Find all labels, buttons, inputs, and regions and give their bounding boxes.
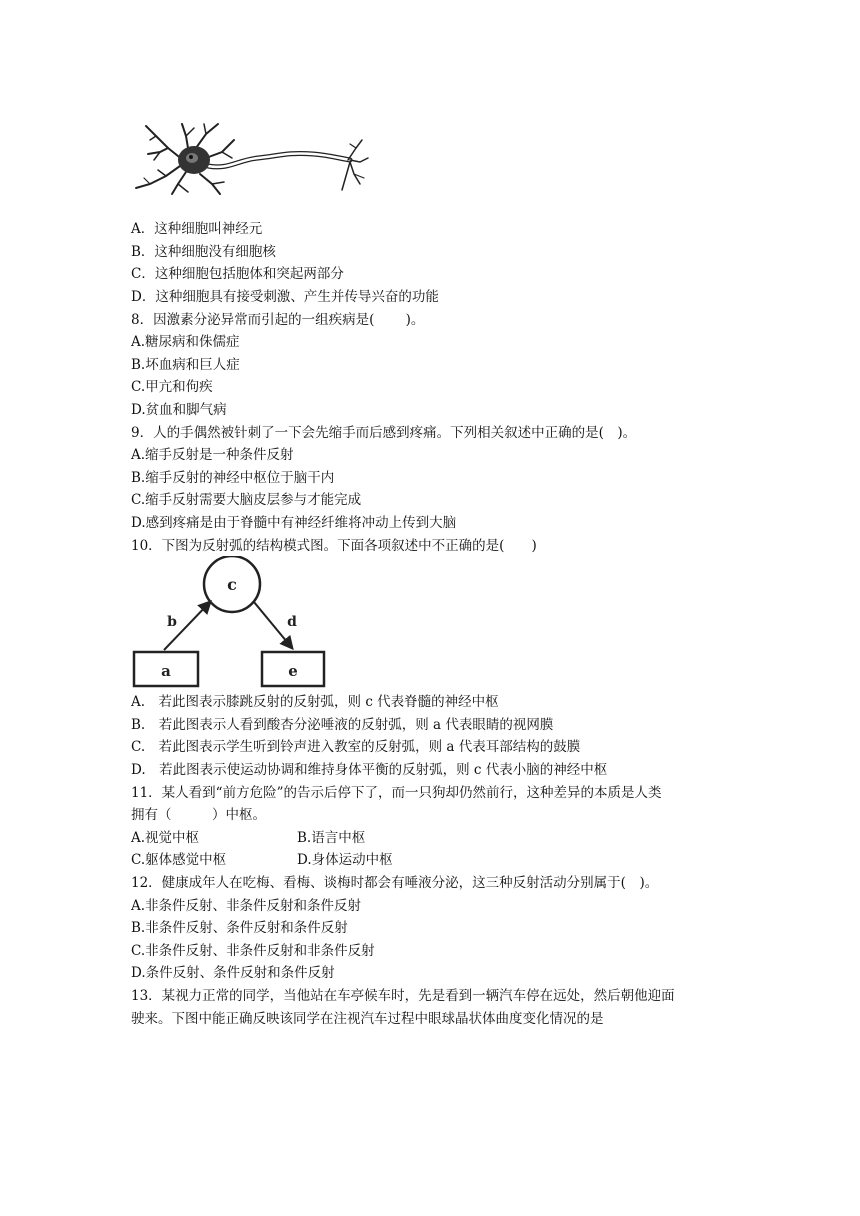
q13-stem-line2: 驶来。下图中能正确反映该同学在注视汽车过程中眼球晶状体曲度变化情况的是	[131, 1011, 604, 1027]
right-arrow-label: d	[287, 614, 297, 630]
q12-stem: 12．健康成年人在吃梅、看梅、谈梅时都会有唾液分泌，这三种反射活动分别属于( )。	[131, 875, 659, 891]
q9-option-c: C.缩手反射需要大脑皮层参与才能完成	[131, 492, 362, 508]
q13-stem-line1: 13．某视力正常的同学，当他站在车亭候车时，先是看到一辆汽车停在远处，然后朝他迎面	[131, 988, 675, 1004]
q9-option-d: D.感到疼痛是由于脊髓中有神经纤维将冲动上传到大脑	[131, 515, 457, 531]
q12-option-c: C.非条件反射、非条件反射和非条件反射	[131, 943, 375, 959]
q9-option-b: B.缩手反射的神经中枢位于脑干内	[131, 470, 335, 486]
q10-option-d: D. 若此图表示使运动协调和维持身体平衡的反射弧，则 c 代表小脑的神经中枢	[131, 762, 608, 778]
reflex-arc-figure	[128, 556, 334, 688]
left-arrow-label: b	[167, 614, 177, 630]
q7-option-c: C．这种细胞包括胞体和突起两部分	[131, 266, 344, 282]
q8-option-d: D.贫血和脚气病	[131, 402, 227, 418]
neuron-figure	[128, 118, 370, 200]
right-box-label: e	[288, 662, 298, 680]
q7-option-b: B．这种细胞没有细胞核	[131, 244, 276, 260]
q10-option-c: C. 若此图表示学生听到铃声进入教室的反射弧，则 a 代表耳部结构的鼓膜	[131, 739, 581, 755]
q10-option-b: B. 若此图表示人看到酸杏分泌唾液的反射弧，则 a 代表眼睛的视网膜	[131, 717, 554, 733]
q12-option-d: D.条件反射、条件反射和条件反射	[131, 965, 335, 981]
q12-option-a: A.非条件反射、非条件反射和条件反射	[131, 898, 362, 914]
q11-option-b: B.语言中枢	[297, 830, 366, 846]
q7-option-a: A．这种细胞叫神经元	[131, 221, 263, 237]
q8-option-a: A.糖尿病和侏儒症	[131, 334, 240, 350]
q11-option-a: A.视觉中枢	[131, 830, 200, 846]
q8-option-b: B.坏血病和巨人症	[131, 357, 240, 373]
q10-stem: 10．下图为反射弧的结构模式图。下面各项叙述中不正确的是( )	[131, 538, 537, 554]
q12-option-b: B.非条件反射、条件反射和条件反射	[131, 920, 348, 936]
q11-option-c: C.躯体感觉中枢	[131, 852, 227, 868]
q8-stem: 8．因激素分泌异常而引起的一组疾病是( )。	[131, 312, 425, 328]
q8-option-c: C.甲亢和佝疾	[131, 379, 213, 395]
q9-option-a: A.缩手反射是一种条件反射	[131, 447, 294, 463]
circle-label: c	[227, 575, 237, 594]
q11-stem-line1: 11．某人看到“前方危险”的告示后停下了，而一只狗却仍然前行，这种差异的本质是人类	[131, 785, 662, 801]
left-box-label: a	[161, 662, 171, 680]
q11-option-d: D.身体运动中枢	[297, 852, 393, 868]
q9-stem: 9．人的手偶然被针刺了一下会先缩手而后感到疼痛。下列相关叙述中正确的是( )。	[131, 425, 637, 441]
q10-option-a: A. 若此图表示膝跳反射的反射弧，则 c 代表脊髓的神经中枢	[131, 694, 499, 710]
q11-stem-line2: 拥有（ ）中枢。	[131, 807, 266, 823]
q7-option-d: D．这种细胞具有接受刺激、产生并传导兴奋的功能	[131, 289, 439, 305]
